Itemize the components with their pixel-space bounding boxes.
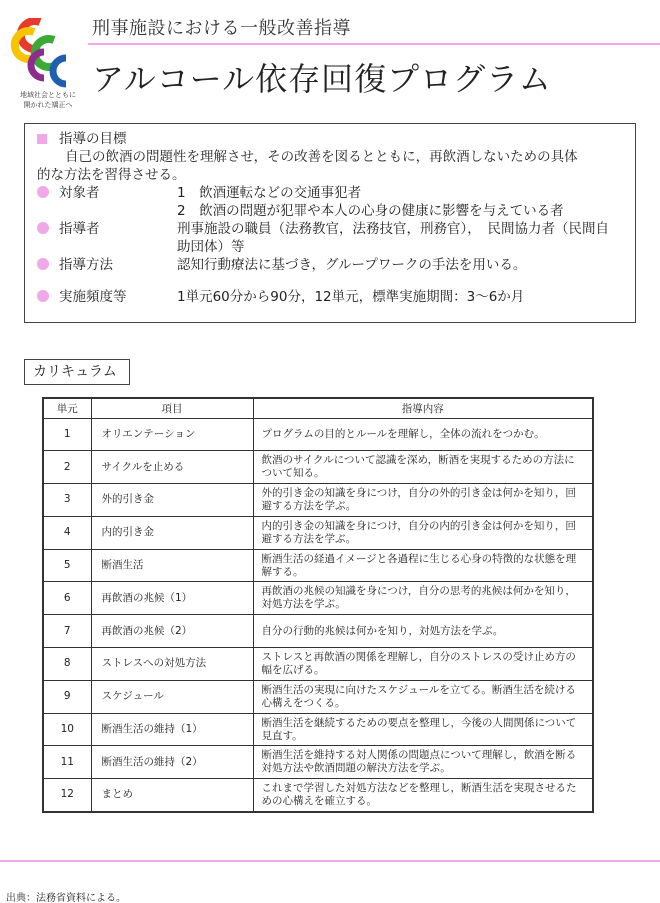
- table-row: [43, 484, 593, 517]
- target-1: 1 飲酒運転などの交通事犯者: [177, 185, 362, 201]
- dot-bullet-icon: [37, 222, 49, 234]
- target-2: 2 飲酒の問題が犯罪や本人の心身の健康に影響を与えている者: [177, 203, 564, 219]
- unit-cell: 7: [43, 615, 91, 648]
- content-cell: 再飲酒の兆候の知識を身につけ，自分の思考的兆候は何かを知り，対処方法を学ぶ。: [253, 582, 593, 615]
- unit-cell: 11: [43, 746, 91, 779]
- curriculum-table: [42, 397, 594, 813]
- item-cell: 外的引き金: [91, 484, 253, 517]
- table-row: [43, 582, 593, 615]
- unit-cell: 2: [43, 451, 91, 484]
- table-header-row: [43, 398, 593, 418]
- item-cell: サイクルを止める: [91, 451, 253, 484]
- method-row: [37, 256, 627, 274]
- content-cell: 断酒生活の経過イメージと各過程に生じる心身の特徴的な状態を理解する。: [253, 549, 593, 582]
- summary-box: [24, 123, 636, 323]
- frequency-row: [37, 288, 627, 306]
- table-row: [43, 615, 593, 648]
- instructor-2: 助団体）等: [177, 239, 245, 255]
- target-label: 対象者: [59, 185, 100, 201]
- method-label: 指導方法: [59, 257, 113, 273]
- header-divider: [88, 43, 660, 45]
- goal-label: 指導の目標: [59, 131, 127, 147]
- logo: [8, 18, 80, 118]
- item-cell: 再飲酒の兆候（1）: [91, 582, 253, 615]
- content-cell: 断酒生活の実現に向けたスケジュールを立てる。断酒生活を続ける心構えをつくる。: [253, 680, 593, 713]
- content-cell: 断酒生活を継続するための要点を整理し，今後の人間関係について見直す。: [253, 713, 593, 746]
- instructor-row: [37, 220, 627, 238]
- instructor-label: 指導者: [59, 221, 100, 237]
- unit-cell: 10: [43, 713, 91, 746]
- content-cell: ストレスと再飲酒の関係を理解し，自分のストレスの受け止め方の幅を広げる。: [253, 648, 593, 681]
- cccc-logo-icon: [10, 18, 78, 88]
- unit-cell: 12: [43, 779, 91, 812]
- unit-cell: 5: [43, 549, 91, 582]
- table-row: [43, 451, 593, 484]
- item-cell: 断酒生活の維持（2）: [91, 746, 253, 779]
- frequency-text: 1単元60分から90分，12単元，標準実施期間：3～6か月: [177, 289, 525, 305]
- item-cell: まとめ: [91, 779, 253, 812]
- dot-bullet-icon: [37, 258, 49, 270]
- item-cell: オリエンテーション: [91, 418, 253, 451]
- header-content: 指導内容: [253, 398, 593, 418]
- item-cell: 断酒生活: [91, 549, 253, 582]
- goal-text-2: 的な方法を習得させる。: [37, 167, 186, 183]
- content-cell: プログラムの目的とルールを理解し，全体の流れをつかむ。: [253, 418, 593, 451]
- content-cell: 自分の行動的兆候は何かを知り，対処方法を学ぶ。: [253, 615, 593, 648]
- goal-text-1: 自己の飲酒の問題性を理解させ，その改善を図るとともに，再飲酒しないための具体: [65, 149, 578, 165]
- unit-cell: 8: [43, 648, 91, 681]
- content-cell: これまで学習した対処方法などを整理し，断酒生活を実現させるための心構えを確立する。: [253, 779, 593, 812]
- content-cell: 飲酒のサイクルについて認識を深め，断酒を実現するための方法について知る。: [253, 451, 593, 484]
- table-row: [43, 549, 593, 582]
- square-bullet-icon: [37, 134, 47, 144]
- unit-cell: 6: [43, 582, 91, 615]
- table-row: [43, 516, 593, 549]
- source-note: 出典：法務省資料による。: [6, 893, 126, 903]
- method-text: 認知行動療法に基づき，グループワークの手法を用いる。: [177, 257, 527, 273]
- header-item: 項目: [91, 398, 253, 418]
- content-cell: 内的引き金の知識を身につけ，自分の内的引き金は何かを知り，回避する方法を学ぶ。: [253, 516, 593, 549]
- instructor-1: 刑事施設の職員（法務教官，法務技官，刑務官）， 民間協力者（民間自: [177, 221, 609, 237]
- table-row: [43, 648, 593, 681]
- footer-divider: [0, 860, 660, 862]
- table-row: [43, 779, 593, 812]
- unit-cell: 1: [43, 418, 91, 451]
- table-row: [43, 680, 593, 713]
- item-cell: 再飲酒の兆候（2）: [91, 615, 253, 648]
- item-cell: 内的引き金: [91, 516, 253, 549]
- dot-bullet-icon: [37, 186, 49, 198]
- curriculum-label: カリキュラム: [24, 359, 130, 385]
- target-row: [37, 184, 627, 202]
- item-cell: スケジュール: [91, 680, 253, 713]
- table-row: [43, 746, 593, 779]
- frequency-label: 実施頻度等: [59, 289, 127, 305]
- content-cell: 外的引き金の知識を身につけ，自分の外的引き金は何かを知り，回避する方法を学ぶ。: [253, 484, 593, 517]
- unit-cell: 3: [43, 484, 91, 517]
- item-cell: 断酒生活の維持（1）: [91, 713, 253, 746]
- table-row: [43, 418, 593, 451]
- item-cell: ストレスへの対処方法: [91, 648, 253, 681]
- page-title: アルコール依存回復プログラム: [92, 60, 552, 98]
- goal-row: [37, 130, 127, 148]
- dot-bullet-icon: [37, 290, 49, 302]
- unit-cell: 9: [43, 680, 91, 713]
- table-body: [43, 418, 593, 812]
- unit-cell: 4: [43, 516, 91, 549]
- page-subtitle: 刑事施設における一般改善指導: [92, 18, 351, 39]
- header-unit: 単元: [43, 398, 91, 418]
- table-row: [43, 713, 593, 746]
- content-cell: 断酒生活を維持する対人関係の問題点について理解し，飲酒を断る対処方法や飲酒問題の解決方法を学ぶ。: [253, 746, 593, 779]
- logo-caption: 地域社会とともに 開かれた矯正へ: [20, 91, 76, 109]
